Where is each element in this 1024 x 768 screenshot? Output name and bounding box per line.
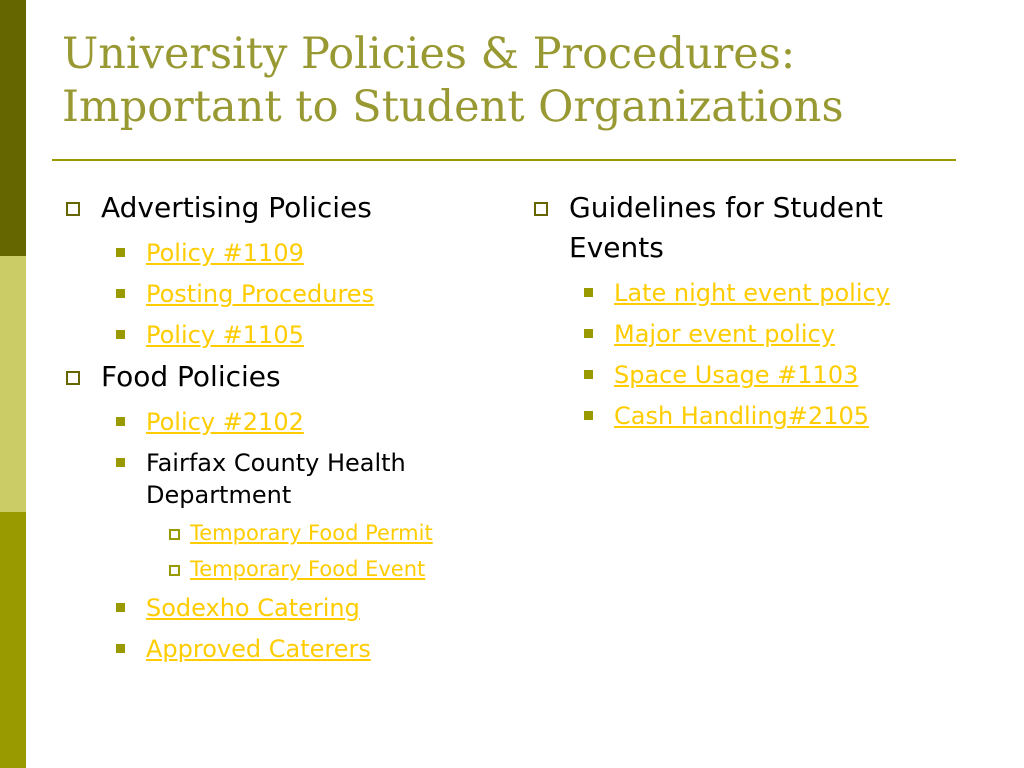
health-department-text: Fairfax County Health Department <box>146 449 406 509</box>
right-column <box>534 188 974 432</box>
temporary-food-permit-link[interactable]: Temporary Food Permit <box>190 521 433 545</box>
slide-title-line-2: Important to Student Organizations <box>62 82 844 132</box>
major-event-policy-link[interactable]: Major event policy <box>614 320 835 348</box>
bullet-student-events <box>534 188 974 268</box>
square-bullet-icon <box>584 411 593 420</box>
sidebar-segment-light <box>0 256 26 512</box>
sidebar-decoration <box>0 0 26 768</box>
list-item <box>534 318 974 350</box>
sodexho-catering-link[interactable]: Sodexho Catering <box>146 594 360 622</box>
list-item <box>66 406 516 438</box>
temporary-food-event-link[interactable]: Temporary Food Event <box>190 557 426 581</box>
list-item <box>534 277 974 309</box>
list-item <box>66 278 516 310</box>
list-item <box>66 447 516 511</box>
list-item <box>534 400 974 432</box>
square-bullet-icon <box>116 644 125 653</box>
sub-list-item <box>66 555 516 583</box>
late-night-event-policy-link[interactable]: Late night event policy <box>614 279 890 307</box>
sidebar-segment-dark <box>0 0 26 256</box>
policy-2102-link[interactable]: Policy #2102 <box>146 408 304 436</box>
list-item <box>66 319 516 351</box>
food-heading: Food Policies <box>101 360 281 393</box>
bullet-advertising-policies <box>66 188 516 228</box>
square-bullet-icon <box>584 370 593 379</box>
square-bullet-icon <box>116 248 125 257</box>
sidebar-segment-olive <box>0 512 26 768</box>
hollow-square-bullet-icon <box>66 202 80 216</box>
square-bullet-icon <box>584 329 593 338</box>
title-divider <box>52 159 956 161</box>
square-bullet-icon <box>116 417 125 426</box>
hollow-square-bullet-icon <box>169 565 180 576</box>
approved-caterers-link[interactable]: Approved Caterers <box>146 635 371 663</box>
space-usage-link[interactable]: Space Usage #1103 <box>614 361 859 389</box>
list-item <box>66 592 516 624</box>
bullet-food-policies <box>66 357 516 397</box>
policy-1105-link[interactable]: Policy #1105 <box>146 321 304 349</box>
square-bullet-icon <box>584 288 593 297</box>
left-column <box>66 188 516 665</box>
square-bullet-icon <box>116 330 125 339</box>
hollow-square-bullet-icon <box>66 371 80 385</box>
posting-procedures-link[interactable]: Posting Procedures <box>146 280 375 308</box>
student-events-heading: Guidelines for Student Events <box>569 191 883 264</box>
hollow-square-bullet-icon <box>534 202 548 216</box>
square-bullet-icon <box>116 458 125 467</box>
hollow-square-bullet-icon <box>169 529 180 540</box>
policy-1109-link[interactable]: Policy #1109 <box>146 239 304 267</box>
square-bullet-icon <box>116 603 125 612</box>
list-item <box>66 633 516 665</box>
list-item <box>66 237 516 269</box>
list-item <box>534 359 974 391</box>
advertising-heading: Advertising Policies <box>101 191 372 224</box>
sub-list-item <box>66 519 516 547</box>
cash-handling-link[interactable]: Cash Handling#2105 <box>614 402 869 430</box>
square-bullet-icon <box>116 289 125 298</box>
slide-title <box>62 28 992 134</box>
slide-title-line-1: University Policies & Procedures: <box>62 29 796 79</box>
